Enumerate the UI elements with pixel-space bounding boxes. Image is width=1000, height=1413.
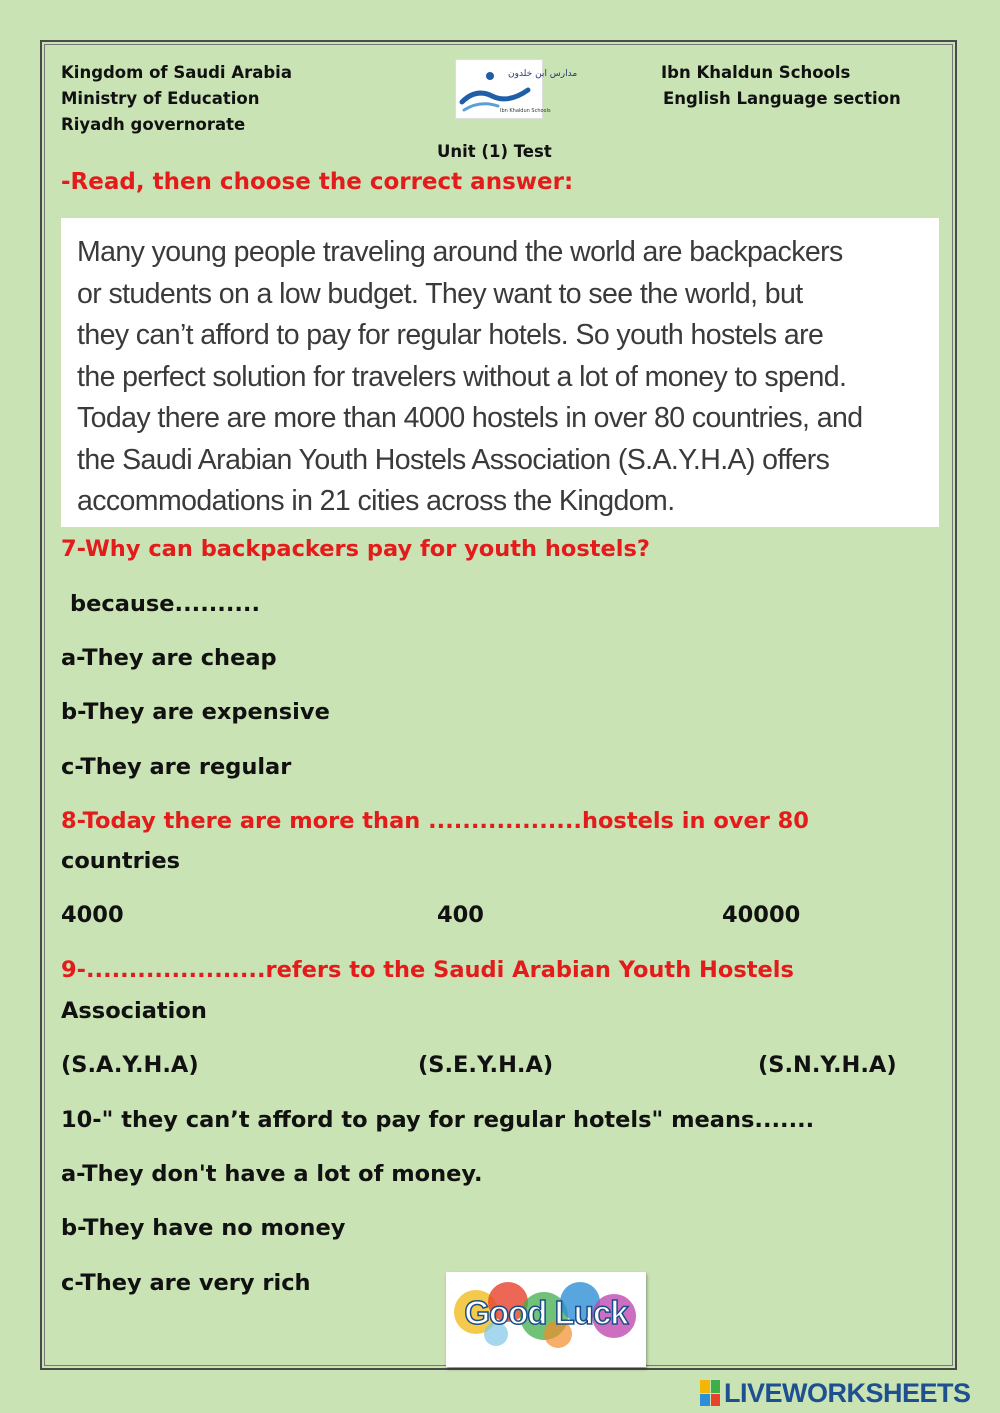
passage-line: they can’t afford to pay for regular hotels. So youth hostels are: [77, 319, 824, 351]
school-logo-icon: [456, 60, 578, 118]
question-9-continuation: Association: [61, 998, 207, 1024]
header-section: English Language section: [663, 89, 901, 108]
question-9: 9-.....................refers to the Saudi Arabian Youth Hostels: [61, 957, 794, 983]
header-country: Kingdom of Saudi Arabia: [61, 63, 292, 82]
question-9-option-1[interactable]: (S.A.Y.H.A): [61, 1052, 199, 1078]
question-8-option-2[interactable]: 400: [437, 902, 484, 928]
question-8-continuation: countries: [61, 848, 181, 874]
question-10-option-a[interactable]: a-They don't have a lot of money.: [61, 1161, 483, 1187]
question-10: 10-" they can’t afford to pay for regular hotels" means.......: [61, 1107, 815, 1133]
header-school-name: Ibn Khaldun Schools: [661, 63, 851, 82]
passage-line: accommodations in 21 cities across the Kingdom.: [77, 485, 675, 517]
header-governorate: Riyadh governorate: [61, 115, 246, 134]
instruction: -Read, then choose the correct answer:: [61, 169, 574, 195]
question-7-option-a[interactable]: a-They are cheap: [61, 645, 277, 671]
logo-english-text: Ibn Khaldun Schools: [500, 108, 551, 114]
passage-line: the perfect solution for travelers without a lot of money to spend.: [77, 360, 847, 393]
question-8-option-1[interactable]: 4000: [61, 902, 124, 928]
liveworksheets-logo[interactable]: [700, 1378, 971, 1408]
passage-line: or students on a low budget. They want to see the world, but: [77, 277, 803, 310]
question-9-option-2[interactable]: (S.E.Y.H.A): [418, 1052, 554, 1078]
passage-line: Today there are more than 4000 hostels in over 80 countries, and: [77, 402, 863, 434]
reading-passage: [61, 218, 939, 527]
test-title: Unit (1) Test: [437, 142, 552, 161]
passage-line: Many young people traveling around the world are backpackers: [77, 236, 843, 268]
logo-arabic-text: مدارس ابن خلدون: [508, 69, 578, 79]
good-luck-badge: [446, 1272, 646, 1367]
good-luck-text: Good Luck: [464, 1294, 628, 1331]
question-10-option-b[interactable]: b-They have no money: [61, 1215, 346, 1241]
question-8-option-3[interactable]: 40000: [722, 902, 801, 928]
liveworksheets-badge-icon: [700, 1380, 720, 1406]
question-8: 8-Today there are more than ..................hostels in over 80: [61, 808, 809, 834]
school-logo: [455, 59, 578, 119]
header-ministry: Ministry of Education: [61, 89, 260, 108]
question-7-option-b[interactable]: b-They are expensive: [61, 699, 330, 725]
question-7-stem: because..........: [70, 591, 261, 617]
passage-line: the Saudi Arabian Youth Hostels Association (S.A.Y.H.A) offers: [77, 443, 830, 476]
question-9-option-3[interactable]: (S.N.Y.H.A): [758, 1052, 897, 1078]
question-10-option-c[interactable]: c-They are very rich: [61, 1270, 311, 1296]
liveworksheets-brand: LIVEWORKSHEETS: [724, 1377, 971, 1408]
question-7: 7-Why can backpackers pay for youth hostels?: [61, 536, 650, 562]
question-7-option-c[interactable]: c-They are regular: [61, 754, 292, 780]
